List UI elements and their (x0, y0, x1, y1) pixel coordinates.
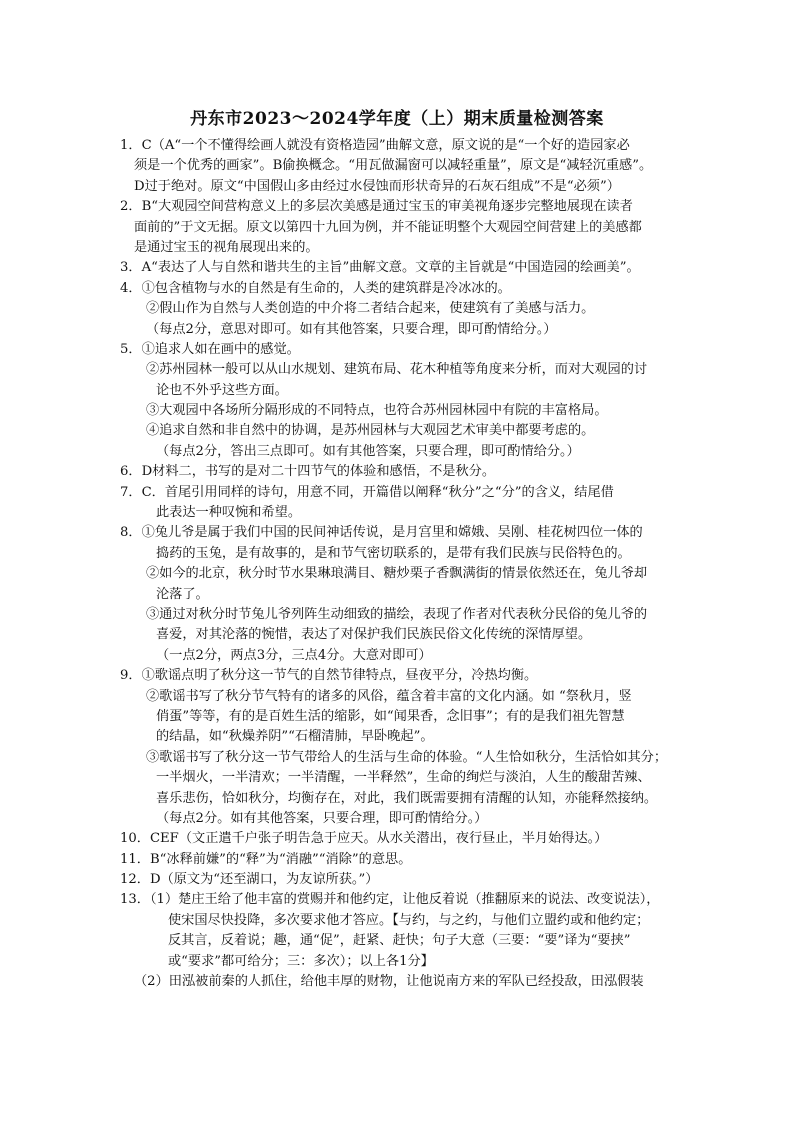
answer-8-line-7: （一点2分，两点3分，三点4分。大意对即可） (156, 647, 432, 663)
answer-9-line-4: 的结晶，如“秋燥养阴”“石榴清肺，早卧晚起”。 (156, 729, 434, 745)
answer-13-line-4: 或“要求”都可给分；三：多次）；以上各1分】 (168, 953, 434, 969)
answer-8-line-1: 8．①兔儿爷是属于我们中国的民间神话传说，是月宫里和嫦娥、吴刚、桂花树四位一体的 (120, 525, 643, 541)
answer-2-line-1: 2．B“大观园空间营构意义上的多层次美感是通过宝玉的审美视角逐步完整地展现在读者 (120, 199, 633, 215)
answer-8-line-3: ②如今的北京，秋分时节水果琳琅满目、糖炒栗子香飘满街的情景依然还在，兔儿爷却 (146, 566, 648, 582)
answer-9-line-5: ③歌谣书写了秋分这一节气带给人的生活与生命的体验。“人生恰如秋分，生活恰如其分； (146, 749, 668, 765)
answer-10-line-1: 10．CEF（文正遣千户张子明告急于应天。从水关潜出，夜行昼止，半月始得达。） (120, 831, 608, 847)
answer-6-line-1: 6．D材料二，书写的是对二十四节气的体验和感悟，不是秋分。 (120, 464, 496, 480)
answer-5-line-2: ②苏州园林一般可以从山水规划、建筑布局、花木种植等角度来分析，而对大观园的讨 (146, 362, 648, 378)
answer-5-line-5: ④追求自然和非自然中的协调，是苏州园林与大观园艺术审美中都要考虑的。 (146, 423, 595, 439)
answer-8-line-4: 沦落了。 (156, 586, 209, 602)
answer-list (120, 136, 690, 992)
answer-9-line-8: （每点2分。如有其他答案，只要合理，即可酌情给分。） (156, 810, 488, 826)
answer-13-line-5: （2）田泓被前秦的人抓住，给他丰厚的财物，让他说南方来的军队已经投敌，田泓假装 (134, 974, 644, 990)
answer-3-line-1: 3．A“表达了人与自然和谐共生的主旨”曲解文意。文章的主旨就是“中国造园的绘画美”。 (120, 260, 640, 276)
answer-2-line-3: 是通过宝玉的视角展现出来的。 (134, 239, 319, 255)
answer-5-line-6: （每点2分，答出三点即可。如有其他答案，只要合理，即可酌情给分。） (156, 443, 580, 459)
answer-9-line-7: 喜乐悲伤，恰如秋分，均衡存在，对此，我们既需要拥有清醒的认知，亦能释然接纳。 (156, 790, 658, 806)
answer-7-line-2: 此表达一种叹惋和希望。 (156, 505, 302, 521)
answer-1-line-3: D过于绝对。原文“中国假山多由经过水侵蚀而形状奇异的石灰石组成”不是“必须”） (134, 178, 620, 194)
answer-11-line-1: 11．B“冰释前嫌”的“释”为“消融”“消除”的意思。 (120, 851, 412, 867)
answer-4-line-1: 4．①包含植物与水的自然是有生命的，人类的建筑群是冷冰冰的。 (120, 280, 511, 296)
answer-4-line-2: ②假山作为自然与人类创造的中介将二者结合起来，使建筑有了美感与活力。 (146, 301, 595, 317)
answer-9-line-6: 一半烟火，一半清欢；一半清醒，一半释然”，生命的绚烂与淡泊，人生的酸甜苦辣、 (156, 770, 651, 786)
answer-1-line-2: 须是一个优秀的画家”。B偷换概念。“用瓦做漏窗可以减轻重量”，原文是“减轻沉重感”。 (134, 158, 653, 174)
answer-1-line-1: 1．C（A“一个不懂得绘画人就没有资格造园”曲解文意，原文说的是“一个好的造园家必 (120, 138, 630, 153)
answer-2-line-2: 面前的”于文无据。原文以第四十九回为例，并不能证明整个大观园空间营建上的美感都 (134, 219, 642, 235)
answer-12-line-1: 12．D（原文为“还至湖口，为友谅所获。”） (120, 872, 379, 888)
document-title: 丹东市2023～2024学年度（上）期末质量检测答案 (190, 109, 604, 129)
answer-7-line-1: 7．C．首尾引用同样的诗句，用意不同，开篇借以阐释“秋分”之“分”的含义，结尾借 (120, 484, 614, 500)
answer-13-line-3: 反其言，反着说；趣，通“促”，赶紧、赶快；句子大意（三要：“要”译为“要挟” (168, 933, 631, 949)
answer-9-line-1: 9．①歌谣点明了秋分这一节气的自然节律特点，昼夜平分，冷热均衡。 (120, 668, 538, 684)
answer-8-line-5: ③通过对秋分时节兔儿爷列阵生动细致的描绘，表现了作者对代表秋分民俗的兔儿爷的 (146, 606, 648, 622)
answer-13-line-2: 使宋国尽快投降，多次要求他才答应。【与约，与之约，与他们立盟约或和他约定； (168, 912, 650, 928)
answer-5-line-3: 论也不外乎这些方面。 (156, 382, 288, 398)
answer-5-line-4: ③大观园中各场所分隔形成的不同特点，也符合苏州园林园中有院的丰富格局。 (146, 403, 608, 419)
answer-8-line-2: 捣药的玉兔，是有故事的，是和节气密切联系的，是带有我们民族与民俗特色的。 (156, 545, 631, 561)
answer-8-line-6: 喜爱，对其沦落的惋惜，表达了对保护我们民族民俗文化传统的深情厚望。 (156, 627, 592, 643)
answer-4-line-3: （每点2分，意思对即可。如有其他答案，只要合理，即可酌情给分。） (146, 321, 557, 337)
answer-5-line-1: 5．①追求人如在画中的感觉。 (120, 341, 300, 357)
answer-9-line-2: ②歌谣书写了秋分节气特有的诸多的风俗，蕴含着丰富的文化内涵。如 “祭秋月，竖 (146, 688, 632, 704)
answer-13-line-1: 13．（1）楚庄王给了他丰富的赏赐并和他约定，让他反着说（推翻原来的说法、改变说法）， (120, 892, 660, 908)
answer-9-line-3: 俏蛋”等等，有的是百姓生活的缩影，如“闻果香，念旧事”；有的是我们祖先智慧 (156, 708, 625, 724)
